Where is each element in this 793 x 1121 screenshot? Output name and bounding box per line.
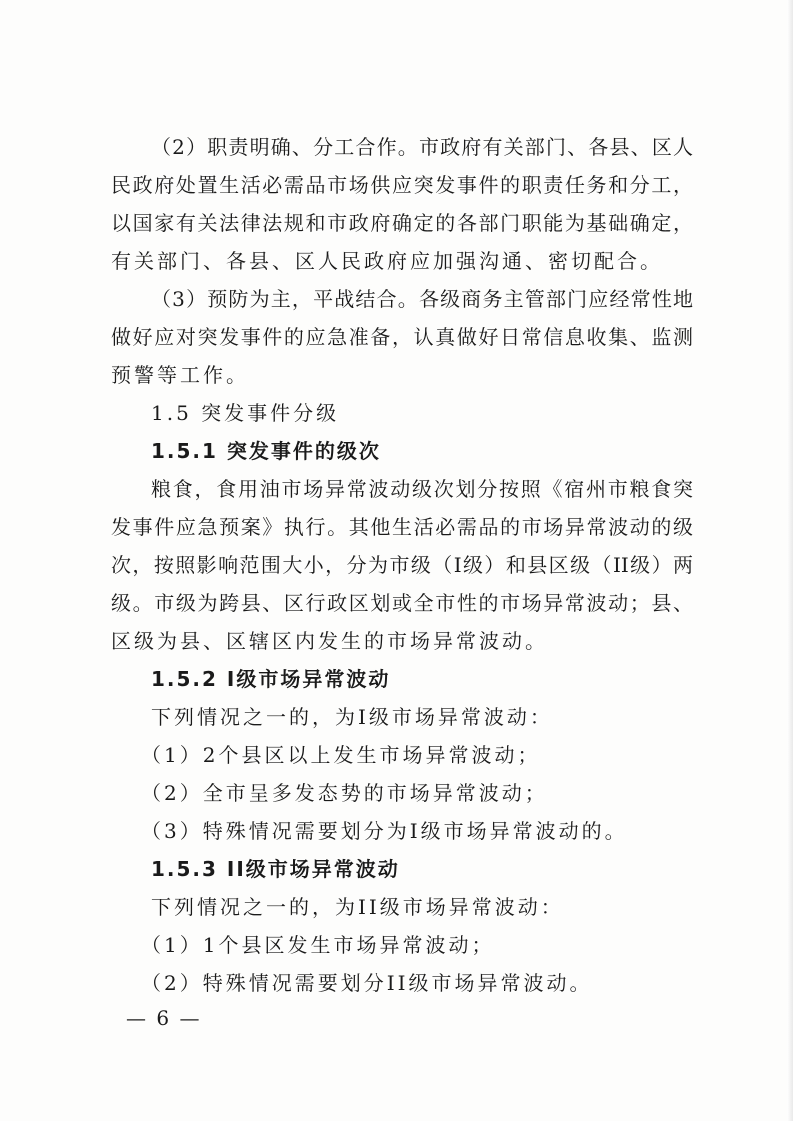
- scan-edge: [787, 0, 793, 1121]
- list-item: （1）1个县区发生市场异常波动；: [141, 933, 495, 957]
- section-heading: 1.5 突发事件分级: [151, 401, 340, 425]
- list-item: （2）全市呈多发态势的市场异常波动；: [141, 781, 548, 805]
- paragraph-line: 区级为县、区辖区内发生的市场异常波动。: [111, 629, 548, 653]
- subsection-heading: 1.5.2 I级市场异常波动: [151, 667, 391, 691]
- paragraph-line: 下列情况之一的，为I级市场异常波动：: [151, 705, 553, 729]
- paragraph-line: 做好应对突发事件的应急准备，认真做好日常信息收集、监测: [111, 325, 693, 349]
- list-item: （1）2个县区以上发生市场异常波动；: [141, 743, 541, 767]
- document-body: [111, 128, 693, 1002]
- paragraph-line: 有关部门、各县、区人民政府应加强沟通、密切配合。: [111, 249, 663, 273]
- list-item: （3）特殊情况需要划分为I级市场异常波动的。: [141, 819, 628, 843]
- paragraph-line: 民政府处置生活必需品市场供应突发事件的职责任务和分工，: [111, 173, 693, 197]
- subsection-heading: 1.5.3 II级市场异常波动: [151, 857, 400, 881]
- paragraph-line: 粮食，食用油市场异常波动级次划分按照《宿州市粮食突: [151, 477, 693, 501]
- paragraph-line: （2）职责明确、分工合作。市政府有关部门、各县、区人: [151, 135, 693, 159]
- subsection-heading: 1.5.1 突发事件的级次: [151, 439, 381, 463]
- list-item: （2）特殊情况需要划分II级市场异常波动。: [141, 971, 593, 995]
- paragraph-line: 预警等工作。: [111, 363, 249, 387]
- paragraph-line: 次，按照影响范围大小，分为市级（I级）和县区级（II级）两: [111, 553, 693, 577]
- paragraph-line: 级。市级为跨县、区行政区划或全市性的市场异常波动；县、: [111, 591, 693, 615]
- paragraph-line: 下列情况之一的，为II级市场异常波动：: [151, 895, 564, 919]
- paragraph-line: 发事件应急预案》执行。其他生活必需品的市场异常波动的级: [111, 515, 693, 539]
- paragraph-line: 以国家有关法律法规和市政府确定的各部门职能为基础确定，: [111, 211, 693, 235]
- page-number: — 6 —: [126, 1006, 202, 1030]
- paragraph-line: （3）预防为主，平战结合。各级商务主管部门应经常性地: [151, 287, 693, 311]
